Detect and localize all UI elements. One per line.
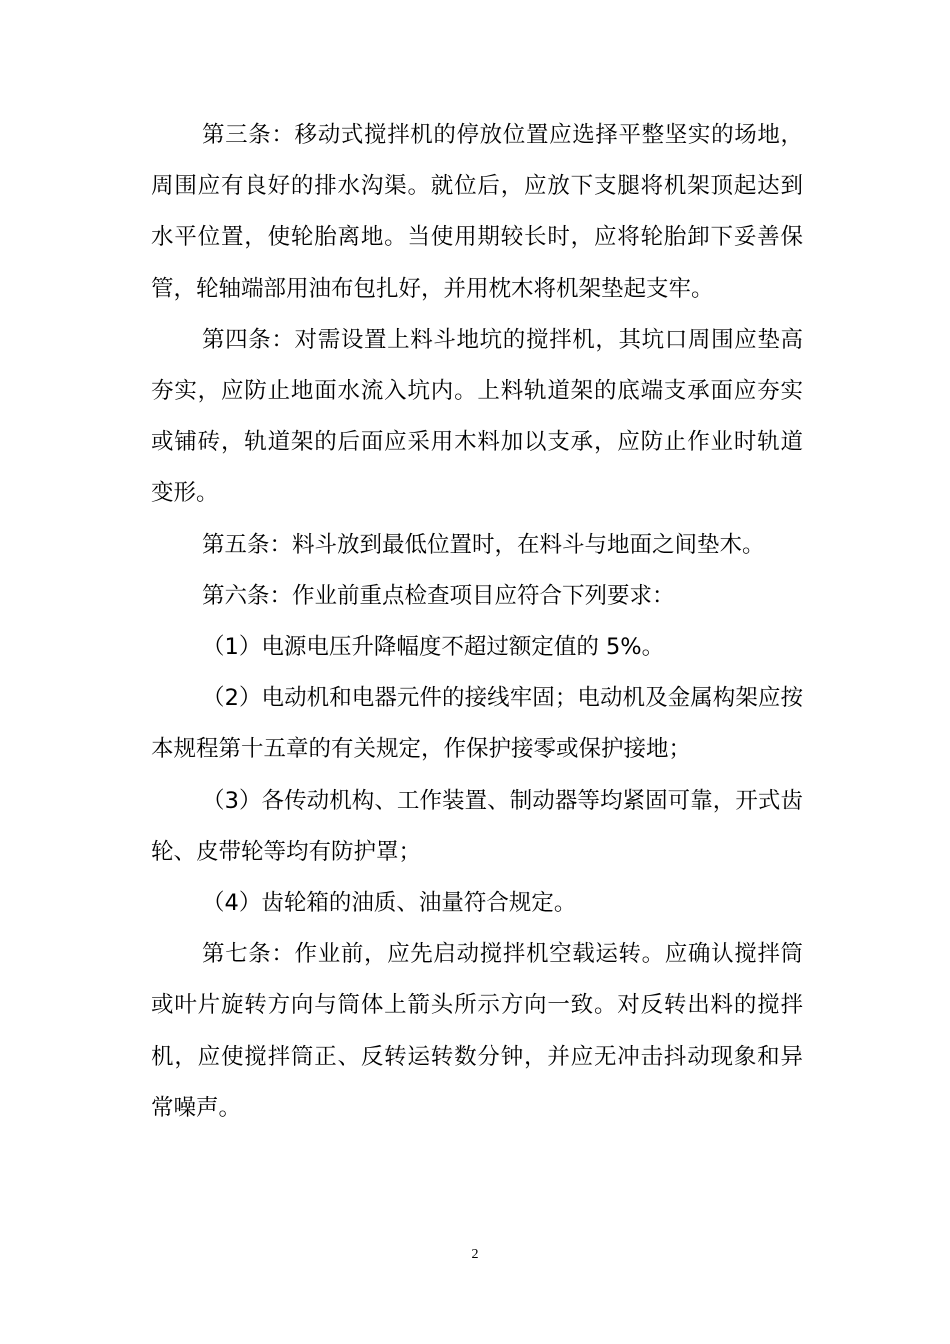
page-number: 2 [471,1247,479,1262]
paragraph-item-4: （4）齿轮箱的油质、油量符合规定。 [202,890,577,917]
paragraph-item-2: （2）电动机和电器元件的接线牢固；电动机及金属构架应按本规程第十五章的有关规定，作保护接零或保护接地； [151,685,803,763]
paragraph-article-6: 第六条：作业前重点检查项目应符合下列要求： [202,582,675,609]
document-body [151,110,803,1134]
paragraph-article-5: 第五条：料斗放到最低位置时，在料斗与地面之间垫木。 [202,531,765,558]
paragraph-article-3: 第三条：移动式搅拌机的停放位置应选择平整坚实的场地，周围应有良好的排水沟渠。就位后，应放下支腿将机架顶起达到水平位置，使轮胎离地。当使用期较长时，应将轮胎卸下妥善保管，轮轴端部用油布包扎好，并用枕木将机架垫起支牢。 [151,122,803,302]
paragraph-article-7: 第七条：作业前，应先启动搅拌机空载运转。应确认搅拌筒或叶片旋转方向与筒体上箭头所示方向一致。对反转出料的搅拌机，应使搅拌筒正、反转运转数分钟，并应无冲击抖动现象和异常噪声。 [151,941,803,1121]
paragraph-item-1: （1）电源电压升降幅度不超过额定值的 5%。 [202,634,665,661]
paragraph-item-3: （3）各传动机构、工作装置、制动器等均紧固可靠，开式齿轮、皮带轮等均有防护罩； [151,787,803,865]
paragraph-article-4: 第四条：对需设置上料斗地坑的搅拌机，其坑口周围应垫高夯实，应防止地面水流入坑内。上料轨道架的底端支承面应夯实或铺砖，轨道架的后面应采用木料加以支承，应防止作业时轨道变形。 [151,326,803,507]
